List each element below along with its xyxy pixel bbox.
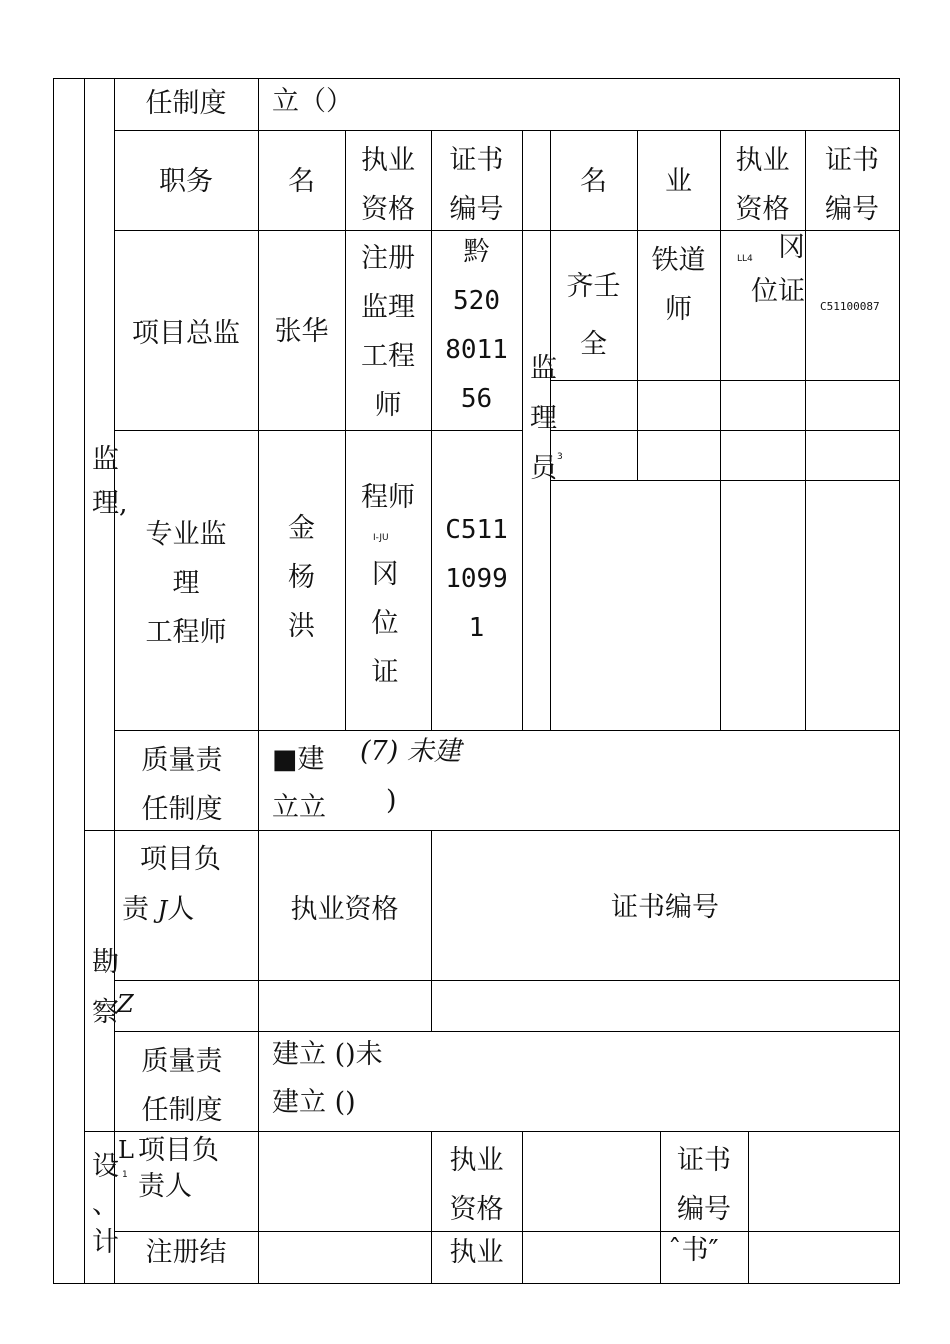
chief-name: 张华	[274, 316, 329, 347]
header-right-qualification: 执业 资格	[735, 145, 790, 225]
supervision-quality-value-2: 立立	[272, 792, 326, 823]
design-row2-label: 注册结	[145, 1237, 227, 1268]
supervisor-major: 铁道 师	[651, 245, 706, 325]
supervision-quality-value-1b: (7) 未建	[360, 736, 461, 767]
header-cert-no: 证书 编号	[449, 145, 504, 225]
supervisor-qualification-mark: LL4	[737, 254, 753, 264]
survey-header-qualification: 执业资格	[290, 894, 399, 925]
supervisor-qualification: 冈 位证	[751, 232, 805, 307]
chief-cert-no: 黔 520 8011 56	[445, 237, 508, 414]
header-right-name: 名	[580, 166, 607, 197]
design-cert-no: 证书 编号	[677, 1145, 731, 1225]
header-right-major: 业	[665, 166, 692, 197]
specialist-cert-no: C511 1099 1	[445, 515, 508, 643]
supervisor-cert-no: C51100087	[820, 300, 880, 313]
survey-side-label: 勘 察	[92, 947, 119, 1028]
specialist-qualification-top: 程师	[361, 482, 415, 513]
design-qualification: 执业 资格	[449, 1145, 504, 1225]
survey-header-person-1: 项目负	[140, 844, 221, 875]
chief-qualification: 注册 监理 工程 师	[361, 243, 415, 421]
specialist-role: 专业监 理 工程师	[145, 519, 227, 648]
design-row2-qualification: 执业	[449, 1237, 504, 1268]
supervision-quality-value-2b: )	[386, 785, 397, 816]
supervision-quality-label: 质量责 任制度	[141, 745, 223, 825]
design-row2-cert: ˆ书″	[668, 1235, 719, 1266]
specialist-qualification-mark: I-JU	[373, 533, 389, 543]
header-right-cert-no: 证书 编号	[825, 145, 879, 225]
header-name: 名	[288, 166, 315, 197]
top-row-value: 立（）	[272, 86, 353, 117]
survey-header-person-2	[122, 886, 194, 934]
design-person: 项目负 责人	[138, 1135, 219, 1202]
survey-quality-value: 建立 ()未 建立 ()	[272, 1039, 383, 1118]
supervisor-name: 齐壬 全	[566, 271, 621, 360]
header-qualification: 执业 资格	[361, 145, 415, 225]
supervision-side-label: 监 理,	[92, 444, 128, 519]
survey-header-person-2a: 责	[122, 894, 149, 925]
design-mark-sub: 1	[122, 1170, 128, 1180]
specialist-qualification-bottom: 冈 位 证	[371, 559, 399, 688]
supervision-quality-value-1: ■建	[272, 744, 325, 775]
design-side-label: 设 、 计	[92, 1151, 119, 1258]
header-role: 职务	[159, 166, 213, 197]
specialist-name: 金 杨 洪	[288, 513, 315, 642]
survey-header-person-2b: 人	[167, 894, 195, 925]
chief-role: 项目总监	[132, 318, 240, 349]
supervisor-label: 监 理 员	[530, 353, 557, 484]
survey-side-mark: Z	[117, 990, 134, 1018]
supervisor-label-sup: 3	[557, 452, 563, 462]
survey-quality-label: 质量责 任制度	[141, 1046, 223, 1126]
survey-header-person-mark: J	[157, 896, 168, 924]
design-mark: L	[118, 1136, 134, 1164]
survey-header-cert-no: 证书编号	[611, 892, 719, 923]
top-row-label: 任制度	[145, 88, 227, 119]
